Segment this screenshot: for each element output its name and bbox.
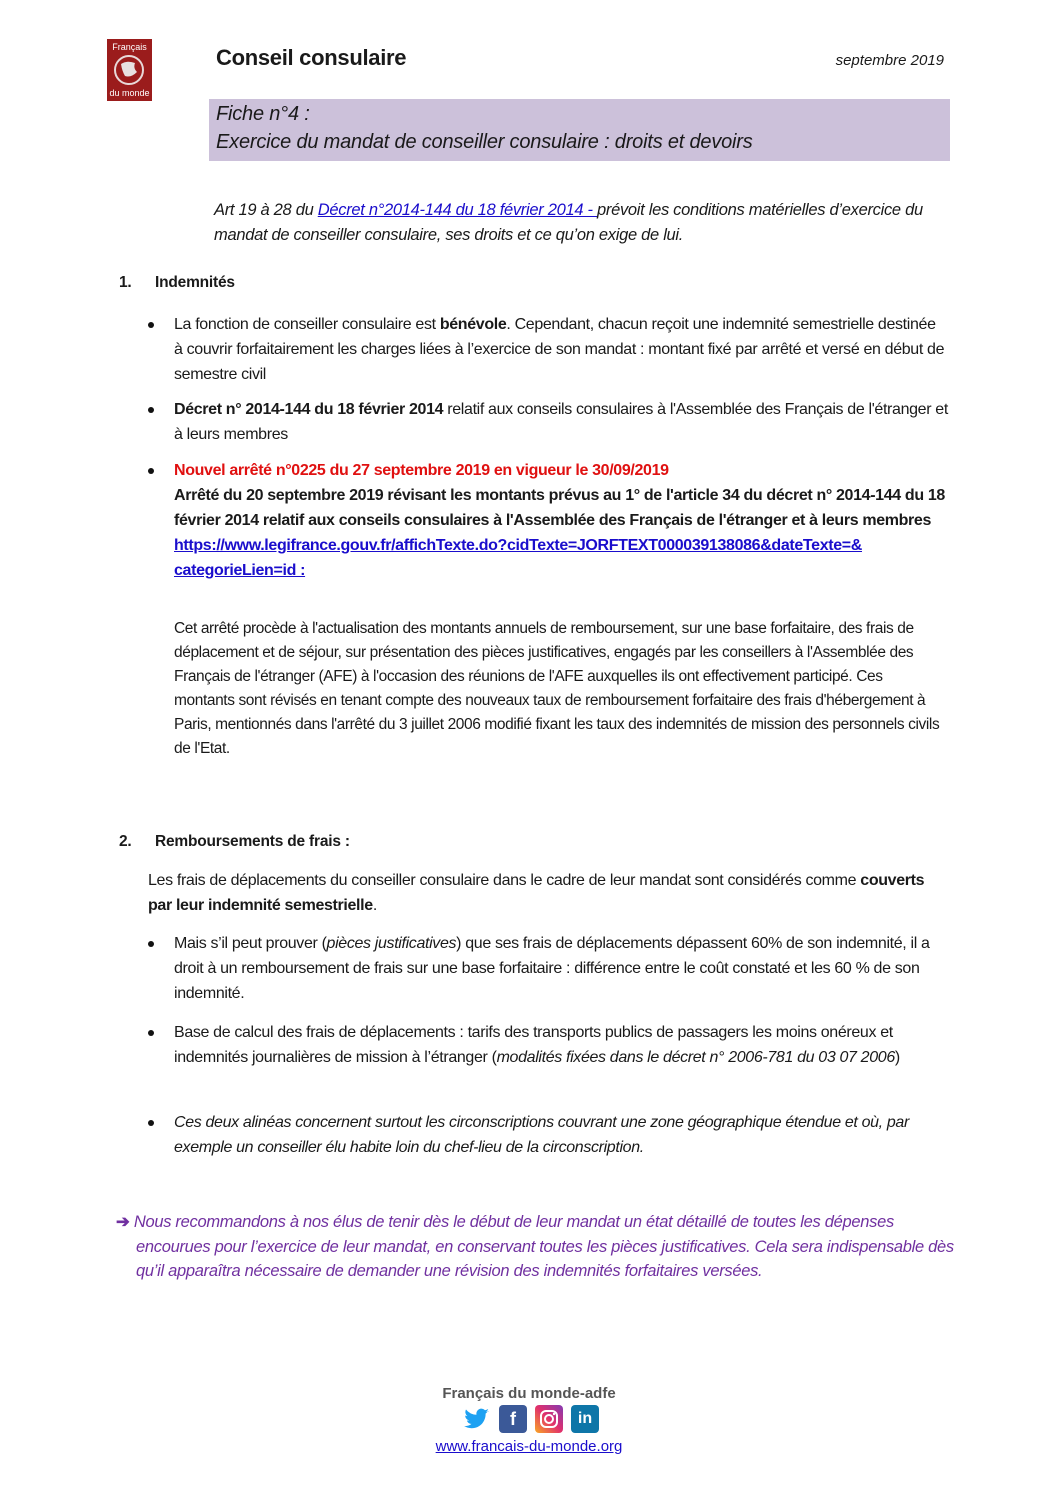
- footer-organization: Français du monde-adfe: [442, 1385, 616, 1402]
- section-1-title: Indemnités: [155, 274, 235, 291]
- twitter-icon[interactable]: [463, 1405, 491, 1433]
- bullet-icon: [148, 1120, 154, 1126]
- bullet-icon: [148, 468, 154, 474]
- arrete-explanation: Cet arrêté procède à l'actualisation des montants annuels de remboursement, sur une base forfaitaire, des frais de déplacement et de séjour, sur présentation des pièces justificatives, engagés par les conseillers à l'Assemblée des Français de l'étranger (AFE) à l'occasion des réunions de l'AFE auxquelles ils ont effectivement participé. Ces montants sont révisés en tenant compte des nouveaux taux de remboursement forfaitaire des frais d'hébergement à Paris, mentionnés dans l'arrêté du 3 juillet 2006 modifié fixant les taux des indemnités de mission des personnels civils de l'Etat.: [174, 620, 940, 757]
- bullet-icon: [148, 322, 154, 328]
- list-item: Ces deux alinéas concernent surtout les circonscriptions couvrant une zone géographique étendue et où, par exemple un conseiller élu habite loin du chef-lieu de la circonscription.: [148, 1110, 948, 1160]
- section-2-intro: Les frais de déplacements du conseiller consulaire dans le cadre de leur mandat sont considérés comme couverts par leur indemnité semestrielle.: [148, 872, 925, 914]
- footer-website: [0, 1438, 1058, 1455]
- list-item-new-arrete: [148, 458, 948, 583]
- section-1-number: 1.: [119, 274, 132, 291]
- decree-link[interactable]: Décret n°2014-144 du 18 février 2014 -: [317, 201, 597, 219]
- intro-prefix: Art 19 à 28 du: [214, 201, 318, 219]
- intro-suffix: prévoit les conditions matérielles d’exercice du mandat de conseiller consulaire, ses droits et ce qu’on exige de lui.: [214, 201, 923, 244]
- list-item: La fonction de conseiller consulaire est bénévole. Cependant, chacun reçoit une indemnité semestrielle destinée à couvrir forfaitairement les charges liées à l’exercice de son mandat : montant fixé par arrêté et versé en début de semestre civil: [148, 312, 948, 387]
- section-2-heading: [119, 833, 350, 851]
- facebook-icon[interactable]: f: [499, 1405, 527, 1433]
- list-item: Décret n° 2014-144 du 18 février 2014 relatif aux conseils consulaires à l'Assemblée des Français de l'étranger et à leurs membres: [148, 397, 948, 447]
- section-2-title: Remboursements de frais :: [155, 833, 350, 850]
- section-2-number: 2.: [119, 833, 132, 850]
- fiche-number: Fiche n°4 :: [216, 103, 310, 125]
- new-arrete-date: n°0225 du 27 septembre 2019 en vigueur le 30/09/2019: [271, 462, 669, 479]
- new-arrete-label: Nouvel arrêté: [174, 462, 272, 479]
- legifrance-link[interactable]: https://www.legifrance.gouv.fr/affichTexte.do?cidTexte=JORFTEXT000039138086&dateTexte=& categorieLien=id :: [174, 537, 862, 579]
- linkedin-icon[interactable]: in: [571, 1405, 599, 1433]
- fiche-subtitle: Exercice du mandat de conseiller consulaire : droits et devoirs: [216, 131, 753, 153]
- recommendation-text: Nous recommandons à nos élus de tenir dès le début de leur mandat un état détaillé de toutes les dépenses encourues pour l’exercice de leur mandat, en conservant toutes les pièces justificatives. Cela sera indispensable dès qu’il apparaîtra nécessaire de demander une révision des indemnités forfaitaires versées.: [133, 1213, 954, 1280]
- logo-text-top: Français: [112, 42, 147, 52]
- website-link[interactable]: www.francais-du-monde.org: [435, 1438, 623, 1455]
- globe-icon: [113, 54, 146, 86]
- recommendation-note: [116, 1210, 956, 1284]
- bullet-icon: [148, 941, 154, 947]
- page-title: Conseil consulaire: [216, 45, 407, 70]
- arrete-description: Arrêté du 20 septembre 2019 révisant les montants prévus au 1° de l'article 34 du décret n° 2014-144 du 18 février 2014 relatif aux conseils consulaires à l'Assemblée des Français de l'étranger et à leurs membres: [174, 487, 945, 529]
- list-item: Base de calcul des frais de déplacements : tarifs des transports publics de passagers les moins onéreux et indemnités journalières de mission à l’étranger (modalités fixées dans le décret n° 2006-781 du 03 07 2006): [148, 1020, 948, 1070]
- arrow-right-icon: ➔: [116, 1213, 130, 1231]
- bullet-icon: [148, 1030, 154, 1036]
- list-item: Mais s’il peut prouver (pièces justificatives) que ses frais de déplacements dépassent 60% de son indemnité, il a droit à un remboursement de frais sur une base forfaitaire : différence entre le coût constaté et les 60 % de son indemnité.: [148, 931, 948, 1006]
- francais-du-monde-logo: [107, 39, 152, 101]
- section-1-heading: [119, 274, 235, 292]
- logo-text-bottom: du monde: [109, 88, 150, 98]
- fiche-title-box: [209, 99, 950, 161]
- social-links: [459, 1405, 603, 1435]
- document-date: septembre 2019: [835, 52, 944, 69]
- instagram-icon[interactable]: [535, 1405, 563, 1433]
- intro-paragraph: [214, 198, 954, 248]
- bullet-icon: [148, 407, 154, 413]
